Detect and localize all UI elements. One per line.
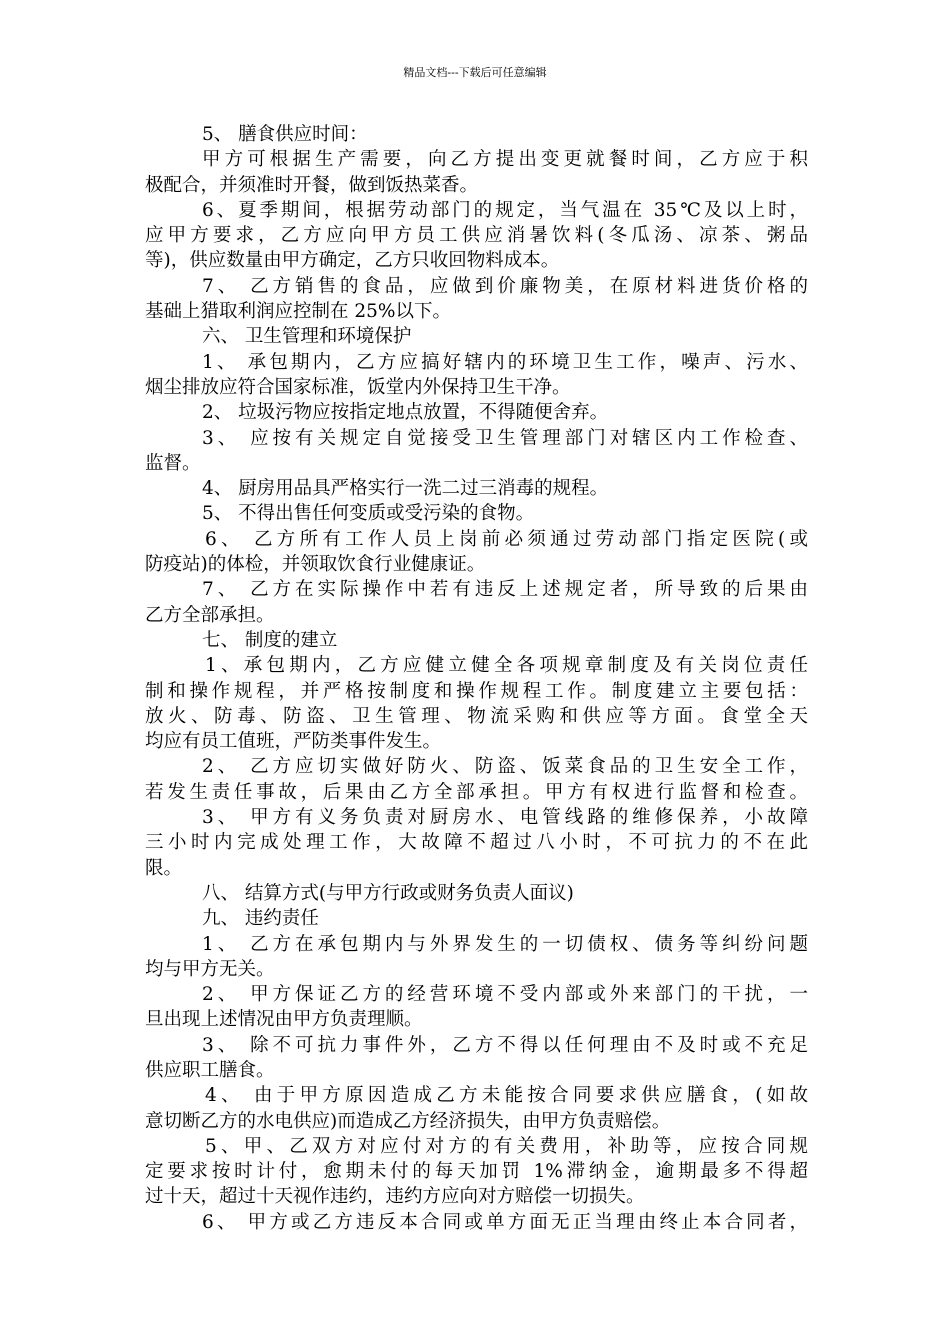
text-line: 2、 甲方保证乙方的经营环境不受内部或外来部门的干扰，一 <box>202 984 808 1006</box>
text-line: 5、甲、乙双方对应付对方的有关费用，补助等，应按合同规 <box>205 1135 808 1157</box>
text-line: 1、 乙方在承包期内与外界发生的一切债权、债务等纠纷问题 <box>202 933 808 955</box>
text-line: 等)，供应数量由甲方确定，乙方只收回物料成本。 <box>145 250 560 272</box>
text-line: 六、 卫生管理和环境保护 <box>202 326 412 348</box>
text-line: 2、 垃圾污物应按指定地点放置，不得随便舍弃。 <box>202 402 609 424</box>
text-line: 过十天，超过十天视作违约，违约方应向对方赔偿一切损失。 <box>145 1186 645 1208</box>
text-line: 三小时内完成处理工作，大故障不超过八小时，不可抗力的不在此 <box>145 832 808 854</box>
text-line: 4、 厨房用品具严格实行一洗二过三消毒的规程。 <box>202 478 609 500</box>
text-line: 供应职工膳食。 <box>145 1059 275 1081</box>
text-line: 1、 承包期内，乙方应搞好辖内的环境卫生工作，噪声、污水、 <box>202 351 808 373</box>
text-line: 5、 膳食供应时间： <box>202 124 368 145</box>
text-line: 七、 制度的建立 <box>202 629 338 651</box>
text-line: 3、 甲方有义务负责对厨房水、电管线路的维修保养，小故障 <box>202 807 808 829</box>
text-line: 5、 不得出售任何变质或受污染的食物。 <box>202 503 535 525</box>
text-line: 1、承包期内，乙方应健立健全各项规章制度及有关岗位责任 <box>205 655 808 677</box>
document-body <box>145 122 808 1235</box>
text-line: 定要求按时计付，愈期未付的每天加罚 1%滞纳金，逾期最多不得超 <box>145 1161 808 1183</box>
text-line: 若发生责任事故，后果由乙方全部承担。甲方有权进行监督和检查。 <box>145 781 808 803</box>
text-line: 2、 乙方应切实做好防火、防盗、饭菜食品的卫生安全工作， <box>202 756 808 778</box>
text-line: 7、 乙方销售的食品，应做到价廉物美，在原材料进货价格的 <box>202 275 808 297</box>
text-line: 应甲方要求，乙方应向甲方员工供应消暑饮料(冬瓜汤、凉茶、粥品 <box>145 225 808 247</box>
text-line: 放火、防毒、防盗、卫生管理、物流采购和供应等方面。食堂全天 <box>145 705 808 727</box>
text-line: 八、 结算方式(与甲方行政或财务负责人面议) <box>202 882 574 904</box>
text-line: 4、 由于甲方原因造成乙方未能按合同要求供应膳食，(如故 <box>205 1085 808 1107</box>
text-line: 意切断乙方的水电供应)而造成乙方经济损失，由甲方负责赔偿。 <box>145 1110 671 1132</box>
text-line: 烟尘排放应符合国家标准，饭堂内外保持卫生干净。 <box>145 376 571 398</box>
text-line: 3、 除不可抗力事件外，乙方不得以任何理由不及时或不充足 <box>202 1034 808 1056</box>
text-line: 极配合，并须准时开餐，做到饭热菜香。 <box>145 174 479 196</box>
text-line: 基础上猎取利润应控制在 25%以下。 <box>145 301 452 323</box>
text-line: 6、夏季期间，根据劳动部门的规定，当气温在 35℃及以上时， <box>202 199 808 221</box>
page-header: 精品文档---下载后可任意编辑 <box>403 66 547 79</box>
text-line: 7、 乙方在实际操作中若有违反上述规定者，所导致的后果由 <box>202 579 808 601</box>
text-line: 3、 应按有关规定自觉接受卫生管理部门对辖区内工作检查、 <box>202 427 808 449</box>
text-line: 九、 违约责任 <box>202 908 319 930</box>
text-line: 甲方可根据生产需要，向乙方提出变更就餐时间，乙方应于积 <box>202 149 808 171</box>
text-line: 监督。 <box>145 452 201 474</box>
text-line: 乙方全部承担。 <box>145 604 275 626</box>
text-line: 制和操作规程，并严格按制度和操作规程工作。制度建立主要包括： <box>145 680 808 702</box>
text-line: 限。 <box>145 857 183 879</box>
text-line: 防疫站)的体检，并领取饮食行业健康证。 <box>145 554 486 576</box>
text-line: 均应有员工值班，严防类事件发生。 <box>145 731 442 753</box>
text-line: 6、 乙方所有工作人员上岗前必须通过劳动部门指定医院(或 <box>205 528 808 550</box>
text-line: 旦出现上述情况由甲方负责理顺。 <box>145 1009 423 1031</box>
text-line: 均与甲方无关。 <box>145 958 275 980</box>
text-line: 6、 甲方或乙方违反本合同或单方面无正当理由终止本合同者， <box>202 1211 808 1233</box>
